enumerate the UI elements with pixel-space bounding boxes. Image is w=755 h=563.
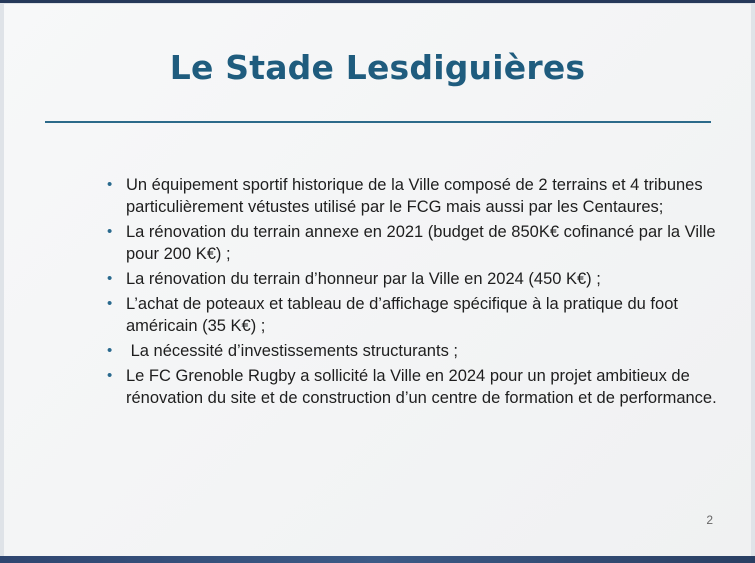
bullet-text: Le FC Grenoble Rugby a sollicité la Ville en 2024 pour un projet ambitieux de rénovation du site et de construction d’un centre de formation et de performance. (126, 367, 717, 407)
bullet-icon: • (107, 367, 113, 384)
bullet-icon: • (107, 295, 113, 312)
bullet-text: La rénovation du terrain annexe en 2021 (budget de 850K€ cofinancé par la Ville pour 200 K€) ; (126, 223, 716, 263)
bullet-item (105, 293, 725, 337)
bullet-item (105, 174, 725, 218)
bullet-text: La rénovation du terrain d’honneur par la Ville en 2024 (450 K€) ; (126, 270, 601, 288)
bullet-item (105, 268, 725, 290)
title-divider (45, 121, 711, 123)
bullet-icon: • (107, 223, 113, 240)
bullet-text: Un équipement sportif historique de la Ville composé de 2 terrains et 4 tribunes particulièrement vétustes utilisé par le FCG mais aussi par les Centaures; (126, 176, 703, 216)
bullet-icon: • (107, 342, 113, 359)
page-number: 2 (706, 513, 713, 527)
slide-title: Le Stade Lesdiguières (169, 48, 586, 87)
bullet-list (105, 174, 725, 412)
bullet-text: L’achat de poteaux et tableau de d’affichage spécifique à la pratique du foot américain (35 K€) ; (126, 295, 678, 335)
bottom-frame-bar (0, 556, 755, 563)
bullet-item (105, 365, 725, 409)
bullet-item (105, 221, 725, 265)
bullet-item (105, 340, 725, 362)
bullet-icon: • (107, 270, 113, 287)
bullet-icon: • (107, 176, 113, 193)
slide (4, 4, 751, 556)
bullet-text: La nécessité d’investissements structurants ; (126, 342, 458, 360)
